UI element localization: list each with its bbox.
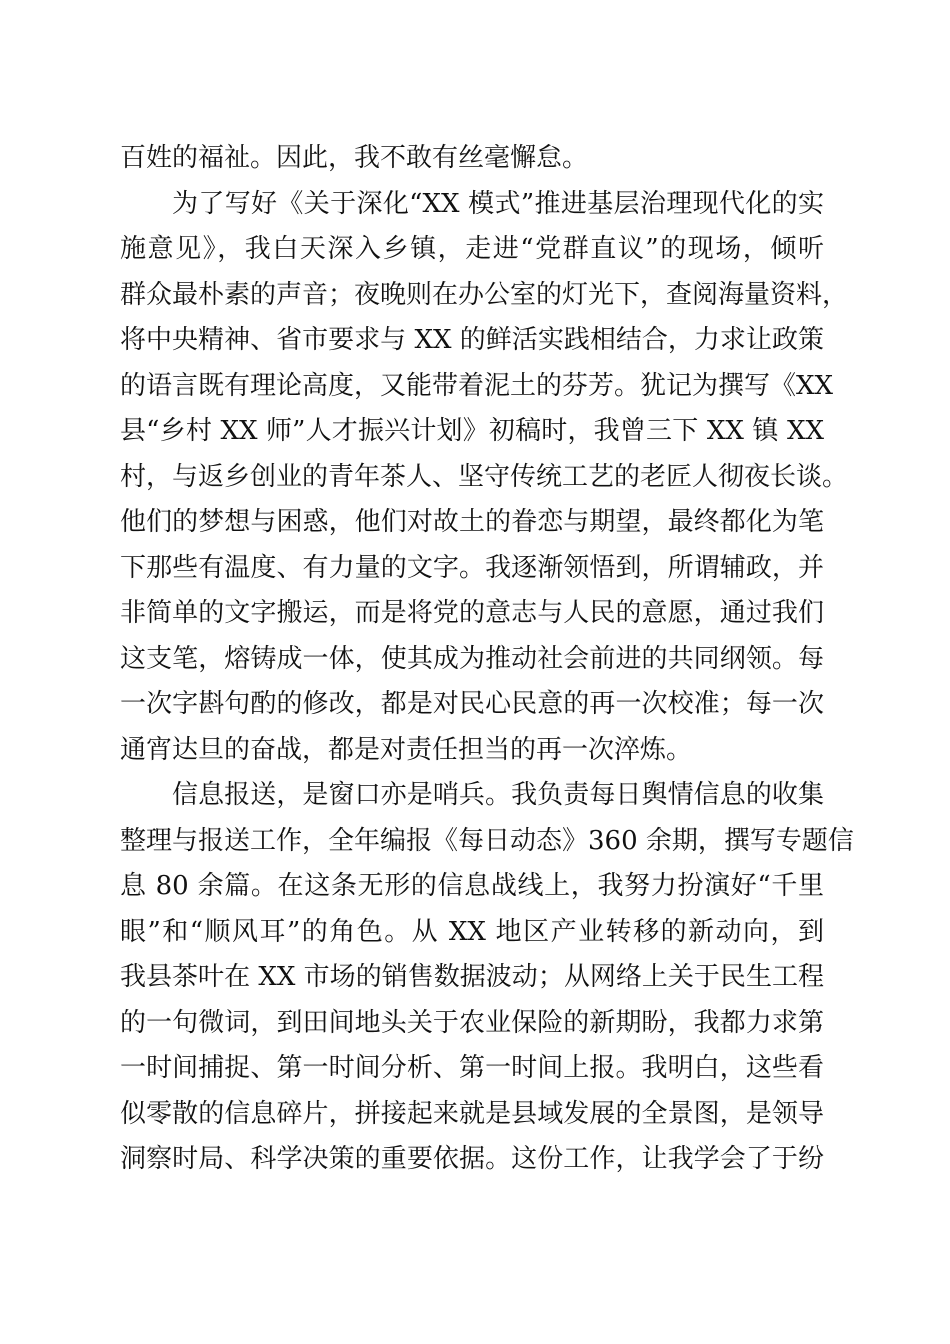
text-line: 他们的梦想与困惑，他们对故土的眷恋与期望，最终都化为笔	[120, 507, 824, 537]
text-line: 村，与返乡创业的青年茶人、坚守传统工艺的老匠人彻夜长谈。	[120, 462, 849, 492]
text-line: 县“乡村 XX 师”人才振兴计划》初稿时，我曾三下 XX 镇 XX	[120, 416, 824, 446]
text-line: 息 80 余篇。在这条无形的信息战线上，我努力扮演好“千里	[120, 871, 824, 901]
text-line: 信息报送，是窗口亦是哨兵。我负责每日舆情信息的收集	[172, 780, 824, 810]
text-line: 的一句微词，到田间地头关于农业保险的新期盼，我都力求第	[120, 1008, 824, 1038]
text-line: 为了写好《关于深化“XX 模式”推进基层治理现代化的实	[172, 189, 824, 219]
text-line: 的语言既有理论高度，又能带着泥土的芬芳。犹记为撰写《XX	[120, 371, 834, 401]
text-line: 洞察时局、科学决策的重要依据。这份工作，让我学会了于纷	[120, 1144, 824, 1174]
text-line: 施意见》，我白天深入乡镇，走进“党群直议”的现场，倾听	[120, 234, 824, 264]
text-line: 下那些有温度、有力量的文字。我逐渐领悟到，所谓辅政，并	[120, 553, 824, 583]
text-line: 百姓的福祉。因此，我不敢有丝毫懈怠。	[120, 143, 589, 173]
text-line: 一次字斟句酌的修改，都是对民心民意的再一次校准；每一次	[120, 689, 824, 719]
text-line: 整理与报送工作，全年编报《每日动态》360 余期，撰写专题信	[120, 826, 854, 856]
text-line: 似零散的信息碎片，拼接起来就是县域发展的全景图，是领导	[120, 1099, 824, 1129]
text-line: 眼”和“顺风耳”的角色。从 XX 地区产业转移的新动向，到	[120, 917, 824, 947]
text-line: 通宵达旦的奋战，都是对责任担当的再一次淬炼。	[120, 735, 693, 765]
text-line: 将中央精神、省市要求与 XX 的鲜活实践相结合，力求让政策	[120, 325, 824, 355]
text-line: 群众最朴素的声音；夜晚则在办公室的灯光下，查阅海量资料，	[120, 280, 849, 310]
text-line: 一时间捕捉、第一时间分析、第一时间上报。我明白，这些看	[120, 1053, 824, 1083]
text-line: 我县茶叶在 XX 市场的销售数据波动；从网络上关于民生工程	[120, 962, 824, 992]
text-line: 这支笔，熔铸成一体，使其成为推动社会前进的共同纲领。每	[120, 644, 824, 674]
text-line: 非简单的文字搬运，而是将党的意志与人民的意愿，通过我们	[120, 598, 824, 628]
